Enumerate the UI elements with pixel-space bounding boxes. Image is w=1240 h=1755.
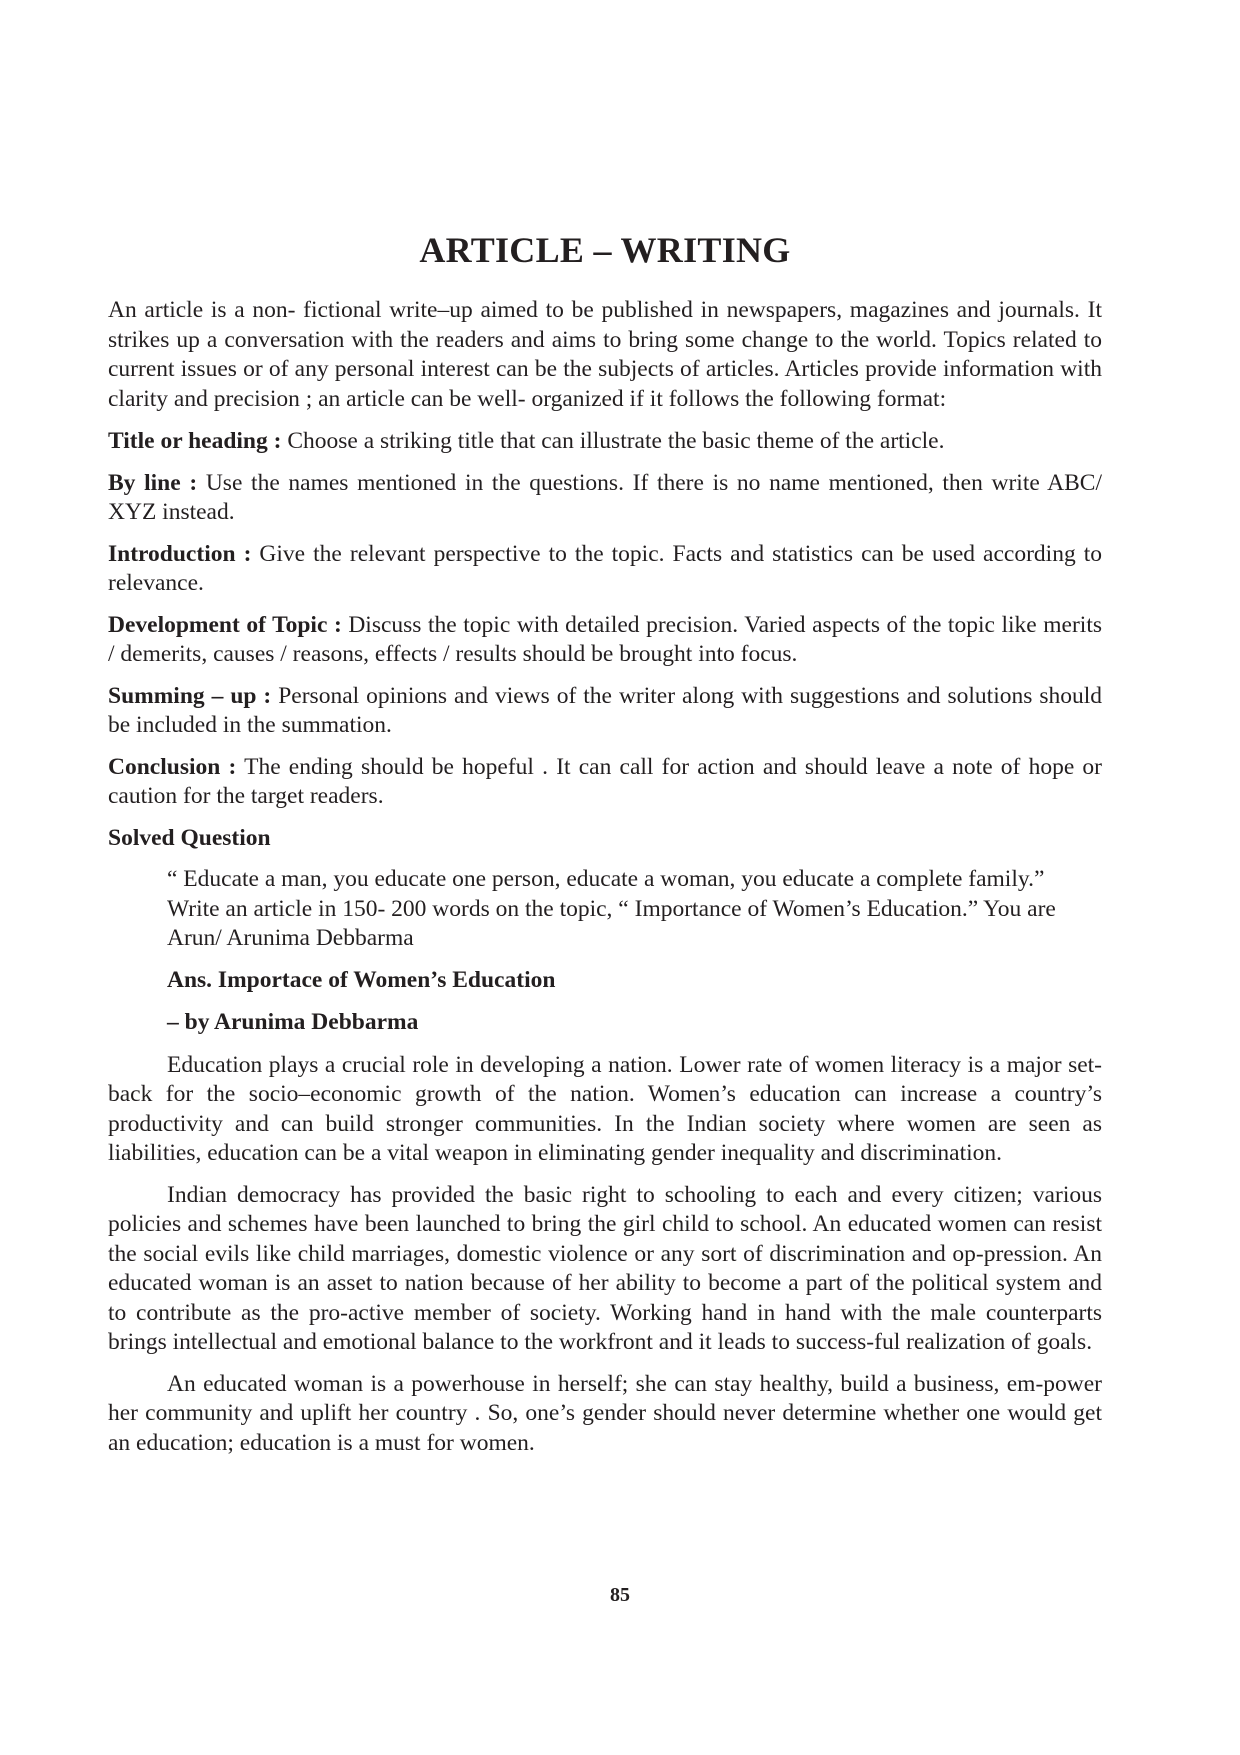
format-term: Conclusion : xyxy=(108,753,237,780)
page-number: 85 xyxy=(610,1584,630,1606)
solved-question-heading: Solved Question xyxy=(108,824,271,851)
answer-title: Ans. Importace of Women’s Education xyxy=(167,966,556,993)
question-text: “ Educate a man, you educate one person, educate a woman, you educate a complete family.” Write an article in 150- 200 words on the topic, “ Importance of Women’s Education.” You are Arun/ Arunima Debbarma xyxy=(167,866,1056,951)
page-title: ARTICLE – WRITING xyxy=(419,230,791,270)
page-content xyxy=(108,228,1102,1470)
format-item-title xyxy=(108,427,1102,457)
format-description: Give the relevant perspective to the topic. Facts and statistics can be used according to relevance. xyxy=(108,540,1103,596)
essay-paragraph-1: Education plays a crucial role in developing a nation. Lower rate of women literacy is a major set- back for the socio–economic growth of the nation. Women’s education can increase a country’s productivity and can build stronger communities. In the Indian society where women are seen as liabilities, education can be a vital weapon in eliminating gender inequality and discrimination. xyxy=(108,1051,1102,1166)
format-term: Introduction : xyxy=(108,540,252,567)
format-item-conclusion xyxy=(108,753,1102,812)
essay-paragraph-2: Indian democracy has provided the basic right to schooling to each and every citizen; various policies and schemes have been launched to bring the girl child to school. An educated women can resist the social evils like child marriages, domestic violence or any sort of discrimination and op-pression. An educated woman is an asset to nation because of her ability to become a part of the political system and to contribute as the pro-active member of society. Working hand in hand with the male counterparts brings intellectual and emotional balance to the workfront and it leads to success-ful realization of goals. xyxy=(108,1181,1102,1355)
format-description: Choose a striking title that can illustrate the basic theme of the article. xyxy=(281,428,945,454)
format-item-development xyxy=(108,611,1102,670)
format-description: Discuss the topic with detailed precision. Varied aspects of the topic like merits / demerits, causes / reasons, effects / results should be brought into focus. xyxy=(108,611,1102,667)
format-item-byline xyxy=(108,469,1102,528)
format-term: Development of Topic : xyxy=(108,611,342,638)
essay-paragraph-3: An educated woman is a powerhouse in herself; she can stay healthy, build a business, em-power her community and uplift her country . So, one’s gender should never determine whether one would get an education; education is a must for women. xyxy=(108,1370,1102,1456)
intro-paragraph: An article is a non- fictional write–up aimed to be published in newspapers, magazines and journals. It strikes up a conversation with the readers and aims to bring some change to the world. Topics related to current issues or of any personal interest can be the subjects of articles. Articles provide information with clarity and precision ; an article can be well- organized if it follows the following format: xyxy=(108,297,1102,412)
format-term: By line : xyxy=(108,469,198,496)
format-item-summing-up xyxy=(108,682,1102,741)
format-term: Title or heading : xyxy=(108,428,282,454)
answer-byline: – by Arunima Debbarma xyxy=(167,1009,419,1035)
format-item-introduction xyxy=(108,540,1102,599)
format-description: The ending should be hopeful . It can call for action and should leave a note of hope or caution for the target readers. xyxy=(108,753,1103,809)
format-description: Use the names mentioned in the questions. If there is no name mentioned, then write ABC/ XYZ instead. xyxy=(108,469,1103,525)
format-description: Personal opinions and views of the writer along with suggestions and solutions should be included in the summation. xyxy=(108,682,1103,738)
format-term: Summing – up : xyxy=(108,682,272,709)
